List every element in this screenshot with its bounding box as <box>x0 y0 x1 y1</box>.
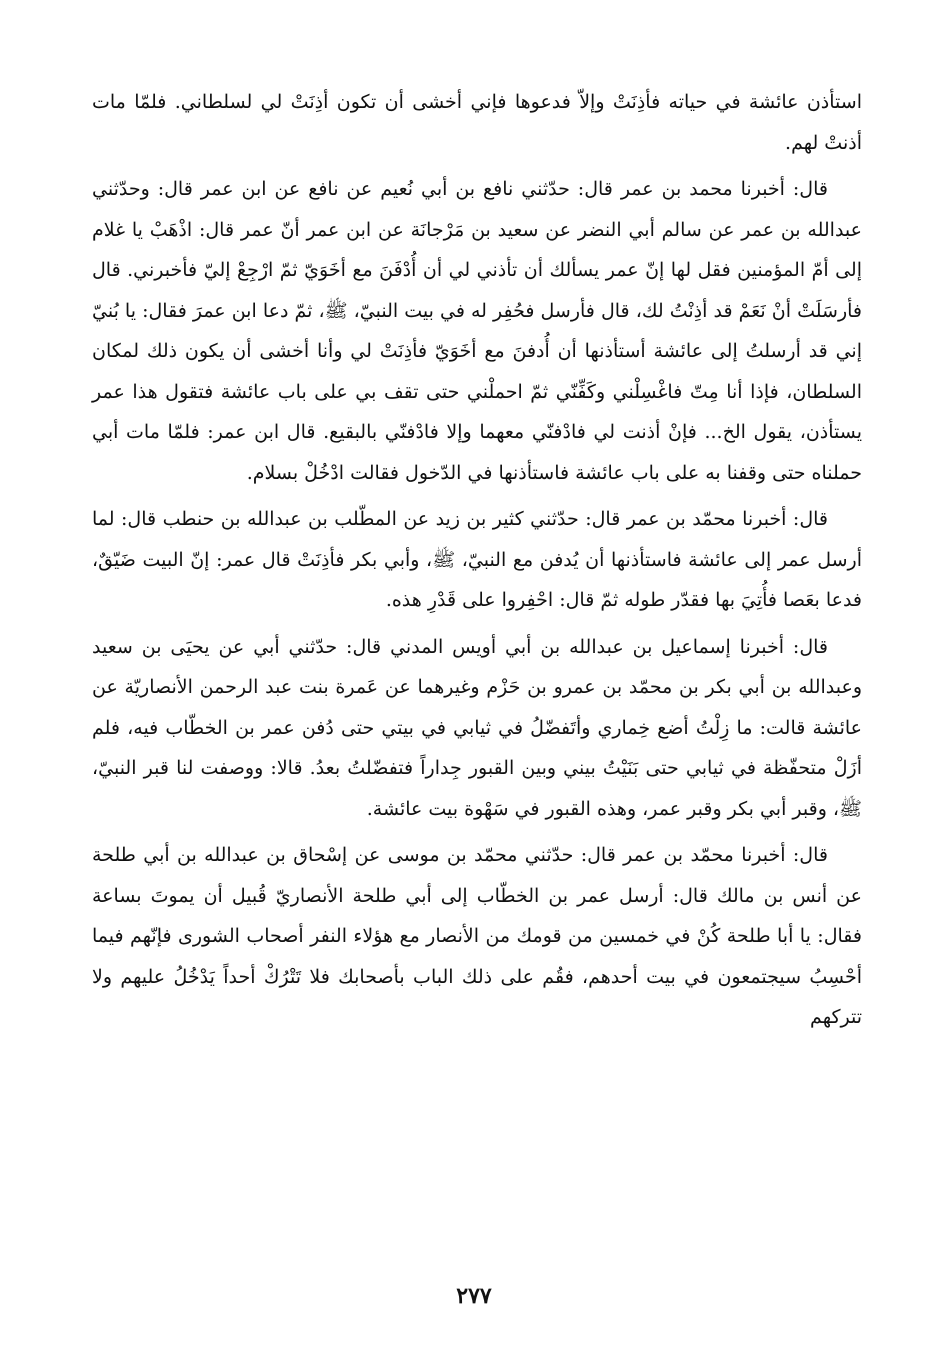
paragraph-1: استأذن عائشة في حياته فأذِنَتْ وإلاّ فدعوها فإني أخشى أن تكون أذِنَتْ لي لسلطاني. فلمّا مات أذنتْ لهم. <box>92 91 862 154</box>
paragraph-3: قال: أخبرنا محمّد بن عمر قال: حدّثني كثير بن زيد عن المطّلب بن عبدالله بن حنطب قال: لما أرسل عمر إلى عائشة فاستأذنها أن يُدفن مع النبيّ، ﷺ، وأبي بكر فأذِنَتْ قال عمر: إنّ البيت ضَيّقٌ، فدعا بعَصا فأُتِيَ بها فقدّر طوله ثمّ قال: احْفِروا على قَدْرِ هذه. <box>92 508 862 611</box>
paragraph-4: قال: أخبرنا إسماعيل بن عبدالله بن أبي أويس المدني قال: حدّثني أبي عن يحيَى بن سعيد وعبدالله بن أبي بكر بن محمّد بن عمرو بن حَزْم وغيرهما عن عَمرة بنت عبد الرحمن الأنصاريّة عن عائشة قالت: ما زِلْتُ أضع خِماري وأتَفضّلُ في ثيابي في بيتي حتى دُفن عمر بن الخطّاب فيه، فلم أزَلْ متحفّظة في ثيابي حتى بَنَيْتُ بيني وبين القبور جِداراً فتفضّلتُ بعدُ. قالا: ووصفت لنا قبر النبيّ، ﷺ، وقبر أبي بكر وقبر عمر، وهذه القبور في سَهْوة بيت عائشة. <box>92 635 862 820</box>
page-body-text <box>92 82 862 1038</box>
paragraph-5: قال: أخبرنا محمّد بن عمر قال: حدّثني محمّد بن موسى عن إسْحاق بن عبدالله بن أبي طلحة عن أنس بن مالك قال: أرسل عمر بن الخطّاب إلى أبي طلحة الأنصاريّ قُبيل أن يموتَ بساعة فقال: يا أبا طلحة كُنْ في خمسين من قومك من الأنصار مع هؤلاء النفر أصحاب الشورى فإنّهم فيما أحْسِبُ سيجتمعون في بيت أحدهم، فقُم على ذلك الباب بأصحابك فلا تَتْرُكْ أحداً يَدْخُلُ عليهم ولا تتركهم <box>92 844 862 1028</box>
paragraph-2: قال: أخبرنا محمد بن عمر قال: حدّثني نافع بن أبي نُعيم عن نافع عن ابن عمر قال: وحدّثني عبدالله بن عمر عن سالم أبي النضر عن سعيد بن مَرْجانَة عن ابن عمر أنّ عمر قال: اذْهَبْ يا غلام إلى أمّ المؤمنين فقل لها إنّ عمر يسألك أن تأذني لي أن أُدْفَنَ مع أخَوَيّ ثمّ ارْجِعْ إليّ فأخبرني. قال فأرسَلَتْ أنْ نَعَمْ قد أذِنْتُ لك، قال فأرسل فحُفِر له في بيت النبيّ، ﷺ، ثمّ دعا ابن عمرَ فقال: يا بُنيّ إني قد أرسلتُ إلى عائشة أستأذنها أن أُدفنَ مع أخَوَيّ فأذِنَتْ لي وأنا أخشى أن يكون ذلك لمكان السلطان، فإذا أنا مِتّ فاغْسِلْني وكَفِّنّي ثمّ احملْني حتى تقف بي على باب عائشة فتقول هذا عمر يستأذن، يقول الخ... فإنْ أذنت لي فادْفنّي معهما وإلا فادْفنّي بالبقيع. قال ابن عمر: فلمّا مات أبي حملناه حتى وقفنا به على باب عائشة فاستأذنها في الدّخول فقالت ادْخُلْ بسلام. <box>92 178 862 484</box>
page-number: ٢٧٧ <box>456 1283 492 1309</box>
